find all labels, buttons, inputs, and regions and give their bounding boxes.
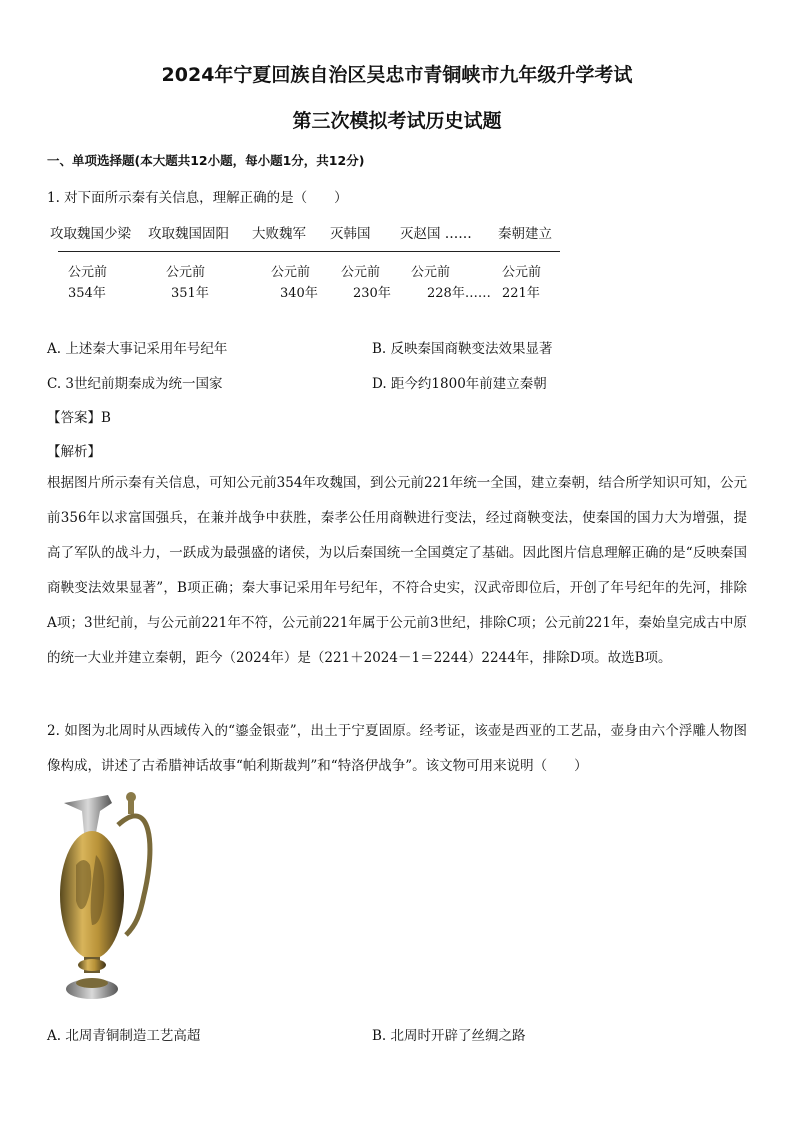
timeline-event: 灭韩国 [330,226,371,242]
timeline-axis [58,251,560,252]
timeline-event: 攻取魏国少梁 [50,226,131,242]
timeline-event: 灭赵国 …… [400,226,472,242]
timeline-event: 大败魏军 [252,226,306,242]
question-1-stem: 1. 对下面所示秦有关信息，理解正确的是（ ） [47,190,348,206]
analysis-text: 根据图片所示秦有关信息，可知公元前354年攻魏国，到公元前221年统一全国，建立秦朝，结合所学知识可知，公元前356年以求富国强兵，在兼并战争中获胜，秦孝公任用商鞅进行变法，经过商鞅变法，使秦国的国力大为增强，提高了军队的战斗力，一跃成为最强盛的诸侯，为以后秦国统一全国奠定了基础。因此图片信息理解正确的是“反映秦国商鞅变法效果显著”，B项正确；秦大事记采用年号纪年，不符合史实，汉武帝即位后，开创了年号纪年的先河，排除A项；3世纪前，与公元前221年不符，公元前221年属于公元前3世纪，排除C项；公元前221年，秦始皇完成古中原的统一大业并建立秦朝，距今（2024年）是（221＋2024－1＝2244）2244年，排除D项。故选B项。 [47,475,747,666]
timeline-event: 秦朝建立 [498,226,552,242]
option-c: C. 3世纪前期秦成为统一国家 [47,376,223,392]
exam-subtitle: 第三次模拟考试历史试题 [292,110,502,132]
section-heading: 一、单项选择题(本大题共12小题，每小题1分，共12分) [47,153,365,168]
timeline-date: 公元前 228年…… [411,265,491,301]
timeline-event: 攻取魏国固阳 [148,226,229,242]
timeline-date: 公元前 340年 [271,265,318,301]
exam-title: 2024年宁夏回族自治区吴忠市青铜峡市九年级升学考试 [161,64,633,86]
timeline-date: 公元前 354年 [68,265,108,301]
option-b: B. 反映秦国商鞅变法效果显著 [372,341,553,357]
q2-option-b: B. 北周时开辟了丝绸之路 [372,1028,526,1044]
gilt-silver-ewer-image [56,785,156,1007]
option-a: A. 上述秦大事记采用年号纪年 [47,341,228,357]
analysis-label: 【解析】 [47,444,101,460]
timeline-date: 公元前 351年 [166,265,209,301]
answer-label: 【答案】B [47,410,111,426]
q2-option-a: A. 北周青铜制造工艺高超 [47,1028,201,1044]
timeline-date: 公元前 230年 [341,265,391,301]
question-2-stem: 2. 如图为北周时从西域传入的“鎏金银壶”，出土于宁夏固原。经考证，该壶是西亚的工艺品，壶身由六个浮雕人物图像构成，讲述了古希腊神话故事“帕利斯裁判”和“特洛伊战争”。该文物可用来说明（ ） [47,723,747,774]
timeline-date: 公元前 221年 [502,265,542,301]
option-d: D. 距今约1800年前建立秦朝 [372,376,547,392]
